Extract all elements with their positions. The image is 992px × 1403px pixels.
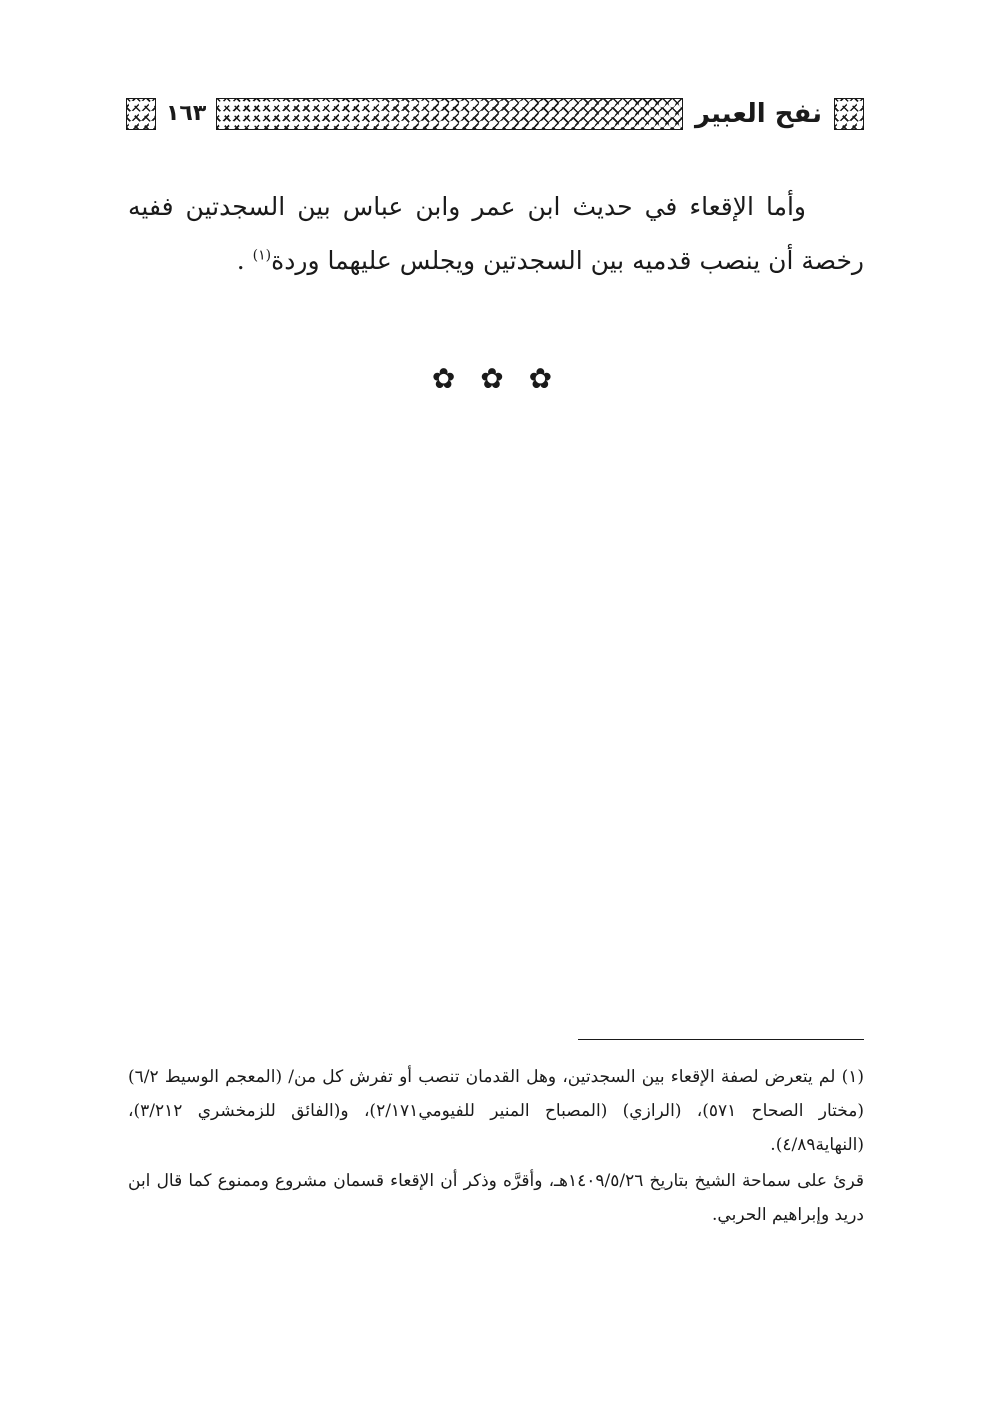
header-ornament-left xyxy=(126,98,156,130)
footnote-1: (١) لم يتعرض لصفة الإقعاء بين السجدتين، وهل القدمان تنصب أو تفرش كل من/ (المعجم الوسيط ٦/٢) (مختار الصحاح ٥٧١)، (الرازي) (المصباح المنير للفيومي٢/١٧١)، و(الفائق للزمخشري ٣/٢١٢)، (النهاية٤/٨٩). xyxy=(128,1067,864,1155)
footnotes xyxy=(128,1060,864,1232)
section-separator-stars: ✿ ✿ ✿ xyxy=(431,362,561,395)
header-ornament-right xyxy=(834,98,864,130)
page-number: ١٦٣ xyxy=(166,101,207,126)
paragraph-end: . xyxy=(236,246,253,275)
paragraph xyxy=(128,180,864,288)
footnote-divider xyxy=(578,1039,864,1040)
book-title: نفح العبير xyxy=(694,99,822,129)
footnote-note: قرئ على سماحة الشيخ بتاريخ ١٤٠٩/٥/٢٦هـ، وأقرَّه وذكر أن الإقعاء قسمان مشروع وممنوع كما قال ابن دريد وإبراهيم الحربي. xyxy=(128,1171,864,1225)
running-header xyxy=(126,96,864,132)
footnote-reference[interactable]: (١) xyxy=(252,247,272,264)
header-ornament-band xyxy=(216,98,683,130)
paragraph-text: وأما الإقعاء في حديث ابن عمر وابن عباس بين السجدتين ففيه رخصة أن ينصب قدميه بين السجدتين ويجلس عليهما وردة xyxy=(128,192,864,275)
main-text xyxy=(128,180,864,288)
